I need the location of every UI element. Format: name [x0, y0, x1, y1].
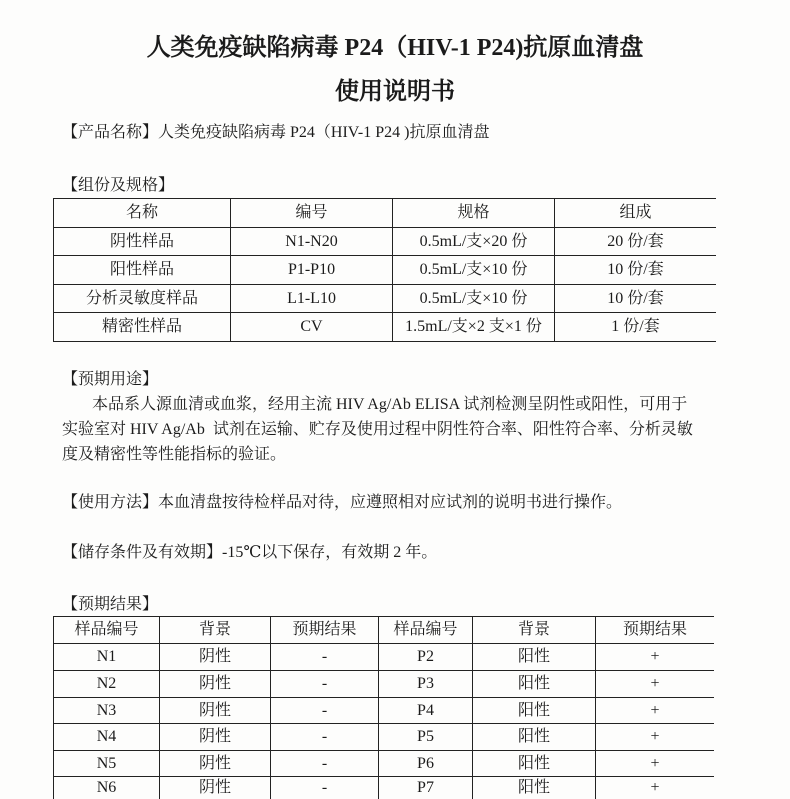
table-row [54, 671, 715, 698]
table-cell: 阳性 [473, 671, 596, 698]
table-cell: - [271, 751, 379, 777]
table-row [54, 751, 715, 777]
table-cell: - [271, 671, 379, 698]
table-header-cell: 背景 [473, 617, 596, 644]
table-header-cell: 样品编号 [54, 617, 160, 644]
product-name-value: 人类免疫缺陷病毒 P24（HIV-1 P24 )抗原血清盘 [158, 124, 490, 141]
table-cell: N4 [54, 724, 160, 751]
expected-results-table [53, 616, 714, 799]
table-cell: P3 [379, 671, 473, 698]
table-header-cell: 规格 [393, 199, 555, 228]
table-header-row [54, 199, 717, 228]
components-table-wrapper [53, 198, 716, 342]
table-cell: - [271, 777, 379, 799]
table-cell: + [596, 724, 715, 751]
table-cell: 0.5mL/支×10 份 [393, 256, 555, 285]
usage-line [62, 493, 622, 513]
table-cell: 阴性样品 [54, 228, 231, 256]
table-cell: N3 [54, 698, 160, 724]
table-cell: 10 份/套 [555, 285, 717, 313]
table-cell: L1-L10 [231, 285, 393, 313]
table-cell: N6 [54, 777, 160, 799]
table-cell: P7 [379, 777, 473, 799]
table-cell: N1 [54, 644, 160, 671]
table-cell: + [596, 698, 715, 724]
table-cell: 20 份/套 [555, 228, 717, 256]
table-cell: 阳性 [473, 698, 596, 724]
intended-use-line: 度及精密性等性能指标的验证。 [62, 446, 287, 463]
table-cell: 阳性 [473, 751, 596, 777]
product-name-label: 【产品名称】 [62, 124, 159, 141]
storage-line [62, 543, 437, 563]
components-heading: 【组份及规格】 [62, 177, 175, 194]
table-cell: 阳性样品 [54, 256, 231, 285]
intended-use-heading: 【预期用途】 [62, 371, 159, 388]
document-title: 人类免疫缺陷病毒 P24（HIV-1 P24)抗原血清盘 [146, 35, 644, 61]
table-cell: 阴性 [160, 724, 271, 751]
table-cell: 阳性 [473, 777, 596, 799]
table-cell: 阳性 [473, 724, 596, 751]
table-row [54, 313, 717, 342]
table-cell: P2 [379, 644, 473, 671]
table-cell: 10 份/套 [555, 256, 717, 285]
table-row [54, 644, 715, 671]
table-cell: + [596, 777, 715, 799]
usage-text: 本血清盘按待检样品对待，应遵照相对应试剂的说明书进行操作。 [158, 494, 623, 511]
table-cell: CV [231, 313, 393, 342]
components-table [53, 198, 716, 342]
table-cell: 分析灵敏度样品 [54, 285, 231, 313]
table-cell: - [271, 724, 379, 751]
intended-use-line: 实验室对 HIV Ag/Ab 试剂在运输、贮存及使用过程中阴性符合率、阳性符合率、分析灵敏 [62, 421, 693, 438]
table-row [54, 698, 715, 724]
table-header-row [54, 617, 715, 644]
table-row [54, 285, 717, 313]
table-cell: 0.5mL/支×20 份 [393, 228, 555, 256]
table-cell: 1 份/套 [555, 313, 717, 342]
expected-results-heading: 【预期结果】 [62, 596, 159, 613]
table-cell: N1-N20 [231, 228, 393, 256]
table-cell: - [271, 698, 379, 724]
table-header-cell: 样品编号 [379, 617, 473, 644]
table-header-cell: 组成 [555, 199, 717, 228]
table-cell: P1-P10 [231, 256, 393, 285]
table-header-cell: 名称 [54, 199, 231, 228]
table-cell: P4 [379, 698, 473, 724]
table-cell: + [596, 644, 715, 671]
product-name-line [62, 123, 489, 143]
table-row [54, 724, 715, 751]
table-cell: 阴性 [160, 671, 271, 698]
table-cell: 阴性 [160, 751, 271, 777]
table-cell: 0.5mL/支×10 份 [393, 285, 555, 313]
table-cell: 精密性样品 [54, 313, 231, 342]
expected-results-table-wrapper [53, 616, 714, 799]
table-cell: P6 [379, 751, 473, 777]
table-cell: N5 [54, 751, 160, 777]
storage-label: 【储存条件及有效期】 [62, 544, 223, 561]
table-cell: N2 [54, 671, 160, 698]
table-header-cell: 背景 [160, 617, 271, 644]
table-header-cell: 编号 [231, 199, 393, 228]
document-subtitle: 使用说明书 [335, 79, 455, 105]
table-row [54, 256, 717, 285]
usage-label: 【使用方法】 [62, 494, 159, 511]
table-cell: 阴性 [160, 777, 271, 799]
intended-use-line: 本品系人源血清或血浆，经用主流 HIV Ag/Ab ELISA 试剂检测呈阴性或阳性，可用于 [92, 396, 688, 413]
table-cell: 阳性 [473, 644, 596, 671]
table-row [54, 777, 715, 799]
table-cell: 阴性 [160, 698, 271, 724]
table-cell: + [596, 671, 715, 698]
table-row [54, 228, 717, 256]
table-header-cell: 预期结果 [271, 617, 379, 644]
storage-text: -15℃以下保存，有效期 2 年。 [222, 544, 438, 561]
table-cell: - [271, 644, 379, 671]
table-cell: 1.5mL/支×2 支×1 份 [393, 313, 555, 342]
table-cell: P5 [379, 724, 473, 751]
table-cell: + [596, 751, 715, 777]
table-cell: 阴性 [160, 644, 271, 671]
table-header-cell: 预期结果 [596, 617, 715, 644]
